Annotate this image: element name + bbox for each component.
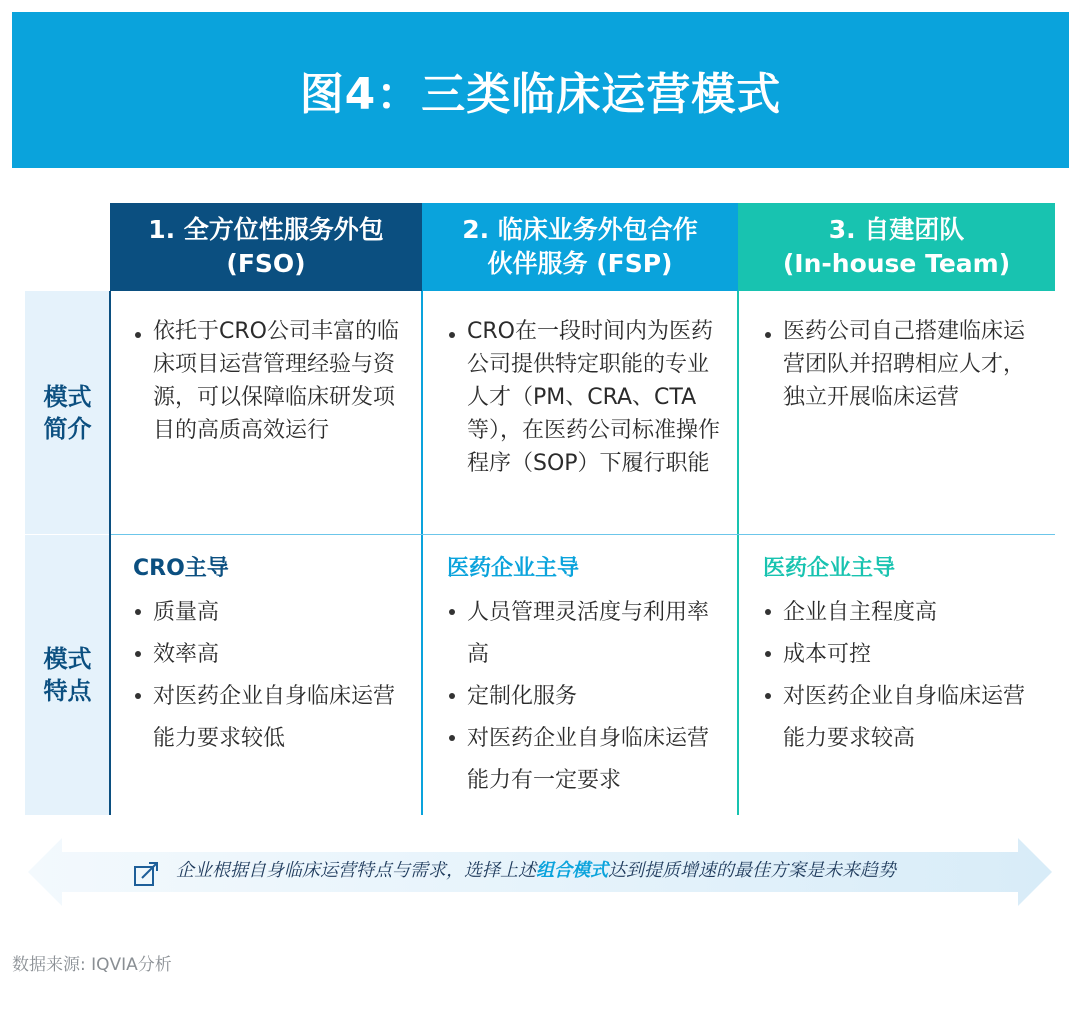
column-header-line1: 3. 自建团队 bbox=[828, 215, 965, 244]
list-item: 质量高 bbox=[133, 592, 405, 634]
list-item: 效率高 bbox=[133, 634, 405, 676]
column-header-line1: 2. 临床业务外包合作 bbox=[462, 215, 698, 244]
list-item: 医药公司自己搭建临床运营团队并招聘相应人才，独立开展临床运营 bbox=[763, 315, 1033, 414]
list-item: CRO在一段时间内为医药公司提供特定职能的专业人才（PM、CRA、CTA等），在医药公司标准操作程序（SOP）下履行职能 bbox=[447, 315, 727, 480]
list-item: 定制化服务 bbox=[447, 676, 727, 718]
overview-cell-fsp bbox=[447, 315, 727, 480]
column-header-inhouse bbox=[738, 203, 1055, 291]
row-label-line2: 特点 bbox=[43, 677, 92, 705]
features-cell-inhouse bbox=[763, 553, 1033, 760]
row-label-line2: 简介 bbox=[43, 415, 92, 443]
feature-lead: 医药企业主导 bbox=[763, 556, 896, 581]
list-item: 人员管理灵活度与利用率高 bbox=[447, 592, 727, 676]
figure-title: 图4：三类临床运营模式 bbox=[299, 69, 782, 120]
row-label-line1: 模式 bbox=[43, 645, 92, 673]
column-header-line2: 伙伴服务 (FSP) bbox=[487, 249, 673, 278]
overview-cell-fso bbox=[133, 315, 405, 447]
column-divider bbox=[421, 291, 423, 815]
bottom-arrow-banner bbox=[28, 838, 1052, 906]
column-header-line2: (FSO) bbox=[226, 249, 306, 278]
column-header-line2: (In-house Team) bbox=[782, 249, 1011, 278]
banner-text-highlight: 组合模式 bbox=[536, 860, 608, 881]
list-item: 对医药企业自身临床运营能力要求较高 bbox=[763, 676, 1033, 760]
banner-text bbox=[176, 856, 896, 886]
source-note: 数据来源: IQVIA分析 bbox=[12, 955, 172, 975]
features-cell-fsp bbox=[447, 553, 727, 802]
column-divider bbox=[109, 291, 111, 815]
overview-cell-inhouse bbox=[763, 315, 1033, 414]
column-header-line1: 1. 全方位性服务外包 bbox=[148, 215, 384, 244]
row-label-overview bbox=[25, 291, 110, 535]
column-header-fsp bbox=[422, 203, 738, 291]
banner-text-before: 企业根据自身临床运营特点与需求，选择上述 bbox=[176, 860, 536, 881]
title-banner bbox=[12, 12, 1069, 168]
row-label-line1: 模式 bbox=[43, 383, 92, 411]
feature-lead: CRO主导 bbox=[133, 556, 229, 581]
row-label-features bbox=[25, 535, 110, 815]
list-item: 依托于CRO公司丰富的临床项目运营管理经验与资源，可以保障临床研发项目的高质高效运行 bbox=[133, 315, 405, 447]
list-item: 企业自主程度高 bbox=[763, 592, 1033, 634]
feature-lead: 医药企业主导 bbox=[447, 556, 580, 581]
list-item: 对医药企业自身临床运营能力有一定要求 bbox=[447, 718, 727, 802]
list-item: 对医药企业自身临床运营能力要求较低 bbox=[133, 676, 405, 760]
list-item: 成本可控 bbox=[763, 634, 1033, 676]
column-divider bbox=[737, 291, 739, 815]
column-header-fso bbox=[110, 203, 422, 291]
expand-arrow-icon bbox=[133, 859, 161, 887]
features-cell-fso bbox=[133, 553, 405, 760]
row-divider bbox=[111, 534, 1055, 535]
banner-text-after: 达到提质增速的最佳方案是未来趋势 bbox=[608, 860, 896, 881]
